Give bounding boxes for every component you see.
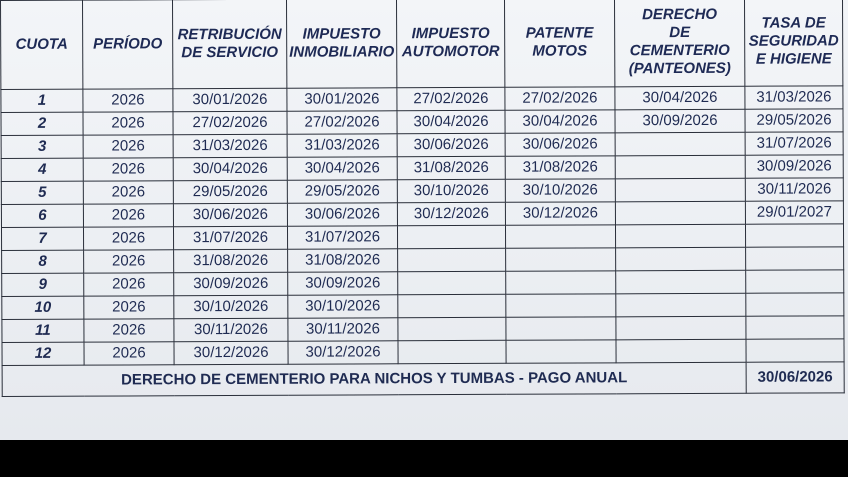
cell-cuota: 10 <box>2 296 84 319</box>
cell-automotor: 27/02/2026 <box>397 87 505 110</box>
header-seguridad-line1: TASA DE <box>761 14 826 32</box>
cell-periodo: 2026 <box>84 296 174 319</box>
cell-motos <box>505 225 615 248</box>
header-cementerio <box>614 0 744 87</box>
cell-motos: 30/04/2026 <box>505 110 615 133</box>
cell-motos: 30/12/2026 <box>505 202 615 225</box>
cell-cementerio: 30/09/2026 <box>615 109 745 133</box>
cell-seguridad <box>745 224 843 247</box>
cell-retribucion: 30/11/2026 <box>174 318 288 341</box>
cell-automotor: 30/04/2026 <box>397 110 505 133</box>
cell-seguridad: 31/07/2026 <box>745 132 843 155</box>
cell-retribucion: 31/03/2026 <box>173 134 287 157</box>
cell-inmobiliario: 30/04/2026 <box>287 157 397 180</box>
cell-seguridad: 31/03/2026 <box>745 86 843 109</box>
cell-cementerio <box>616 293 746 317</box>
cell-automotor: 30/06/2026 <box>397 133 505 156</box>
cell-cuota: 11 <box>2 319 84 342</box>
header-motos-line2: MOTOS <box>532 42 588 60</box>
cell-cuota: 12 <box>2 342 84 365</box>
cell-inmobiliario: 31/03/2026 <box>287 134 397 157</box>
cell-seguridad: 30/09/2026 <box>745 155 843 178</box>
header-inmobiliario-line1: IMPUESTO <box>302 25 381 43</box>
cell-automotor <box>398 248 506 271</box>
cell-cementerio <box>616 270 746 294</box>
cell-retribucion: 31/08/2026 <box>174 249 288 272</box>
header-motos-line1: PATENTE <box>525 24 594 42</box>
cell-inmobiliario: 30/12/2026 <box>288 341 398 364</box>
cell-inmobiliario: 30/10/2026 <box>288 295 398 318</box>
header-inmobiliario-line2: INMOBILIARIO <box>289 43 395 61</box>
cell-motos: 30/06/2026 <box>505 133 615 156</box>
cell-periodo: 2026 <box>83 89 173 112</box>
table-row <box>1 109 843 136</box>
footer-row <box>2 362 844 397</box>
header-cuota-label: CUOTA <box>15 35 68 53</box>
cell-cementerio <box>615 132 745 156</box>
cell-inmobiliario: 30/09/2026 <box>288 272 398 295</box>
cell-motos <box>506 340 616 363</box>
cell-cementerio <box>615 178 745 202</box>
cell-automotor: 31/08/2026 <box>397 156 505 179</box>
cell-cuota: 7 <box>1 227 83 250</box>
cell-cuota: 9 <box>2 273 84 296</box>
cell-periodo: 2026 <box>84 273 174 296</box>
cell-automotor <box>398 294 506 317</box>
header-retribucion <box>173 0 287 89</box>
table-header <box>1 0 843 89</box>
cell-motos <box>506 271 616 294</box>
cell-cementerio <box>615 224 745 248</box>
header-retribucion-line1: RETRIBUCIÓN <box>177 25 282 44</box>
header-motos <box>504 0 614 87</box>
cell-inmobiliario: 30/01/2026 <box>287 88 397 111</box>
header-automotor-line1: IMPUESTO <box>411 24 490 43</box>
table-body <box>1 86 844 366</box>
cell-cementerio <box>616 247 746 271</box>
cell-motos: 30/10/2026 <box>505 179 615 202</box>
footer-date: 30/06/2026 <box>746 362 844 393</box>
cell-retribucion: 30/10/2026 <box>174 295 288 318</box>
header-periodo-label: PERÍODO <box>93 35 163 53</box>
header-cuota <box>1 0 83 89</box>
cell-periodo: 2026 <box>84 319 174 342</box>
cell-retribucion: 30/12/2026 <box>174 341 288 364</box>
header-seguridad-line3: E HIGIENE <box>755 50 832 68</box>
header-automotor-line2: AUTOMOTOR <box>401 42 500 61</box>
cell-motos <box>506 317 616 340</box>
cell-retribucion: 31/07/2026 <box>173 226 287 249</box>
cell-retribucion: 29/05/2026 <box>173 180 287 203</box>
cell-cementerio <box>616 339 746 363</box>
cell-inmobiliario: 30/06/2026 <box>287 203 397 226</box>
cell-inmobiliario: 31/07/2026 <box>287 226 397 249</box>
cell-periodo: 2026 <box>83 227 173 250</box>
cell-cementerio <box>615 155 745 179</box>
cell-retribucion: 27/02/2026 <box>173 111 287 134</box>
cell-seguridad: 30/11/2026 <box>745 178 843 201</box>
header-periodo <box>83 0 173 89</box>
cell-motos: 27/02/2026 <box>505 87 615 110</box>
header-retribucion-line2: DE SERVICIO <box>181 43 279 62</box>
cell-retribucion: 30/01/2026 <box>173 88 287 111</box>
cell-cuota: 4 <box>1 158 83 181</box>
cell-inmobiliario: 30/11/2026 <box>288 318 398 341</box>
cell-seguridad: 29/01/2027 <box>745 201 843 224</box>
header-automotor <box>396 0 504 88</box>
cell-periodo: 2026 <box>84 250 174 273</box>
cell-inmobiliario: 31/08/2026 <box>288 249 398 272</box>
cell-retribucion: 30/04/2026 <box>173 157 287 180</box>
cell-motos <box>506 248 616 271</box>
cell-periodo: 2026 <box>83 158 173 181</box>
header-cementerio-line4: (PANTEONES) <box>628 59 731 78</box>
header-inmobiliario <box>286 0 396 88</box>
header-cementerio-line1: DERECHO <box>642 5 718 24</box>
cell-cuota: 6 <box>1 204 83 227</box>
cell-retribucion: 30/09/2026 <box>174 272 288 295</box>
header-seguridad <box>744 0 842 86</box>
cell-automotor <box>398 317 506 340</box>
cell-periodo: 2026 <box>83 135 173 158</box>
cell-cementerio <box>615 201 745 225</box>
cell-cementerio: 30/04/2026 <box>615 86 745 110</box>
cell-cuota: 8 <box>2 250 84 273</box>
cell-inmobiliario: 29/05/2026 <box>287 180 397 203</box>
header-seguridad-line2: SEGURIDAD <box>748 32 839 50</box>
cell-automotor <box>397 225 505 248</box>
cell-automotor <box>398 271 506 294</box>
cell-cuota: 3 <box>1 135 83 158</box>
cell-cuota: 1 <box>1 89 83 112</box>
header-row <box>1 0 843 89</box>
cell-seguridad <box>746 247 844 270</box>
cell-seguridad <box>746 293 844 316</box>
cell-periodo: 2026 <box>83 204 173 227</box>
cell-cementerio <box>616 316 746 340</box>
table-row <box>1 86 843 113</box>
cell-seguridad: 29/05/2026 <box>745 109 843 132</box>
cell-motos: 31/08/2026 <box>505 156 615 179</box>
cell-periodo: 2026 <box>83 181 173 204</box>
cell-cuota: 2 <box>1 112 83 135</box>
cell-automotor: 30/10/2026 <box>397 179 505 202</box>
cell-retribucion: 30/06/2026 <box>173 203 287 226</box>
cell-periodo: 2026 <box>84 342 174 365</box>
cell-seguridad <box>746 339 844 362</box>
black-bottom-band <box>0 440 848 477</box>
cell-periodo: 2026 <box>83 112 173 135</box>
cell-automotor <box>398 340 506 363</box>
cell-seguridad <box>746 316 844 339</box>
table-footer <box>2 362 844 397</box>
cell-inmobiliario: 27/02/2026 <box>287 111 397 134</box>
cell-seguridad <box>746 270 844 293</box>
footer-label: DERECHO DE CEMENTERIO PARA NICHOS Y TUMBAS - PAGO ANUAL <box>2 362 746 396</box>
cell-cuota: 5 <box>1 181 83 204</box>
cell-automotor: 30/12/2026 <box>397 202 505 225</box>
cell-motos <box>506 294 616 317</box>
header-cementerio-line3: CEMENTERIO <box>629 41 730 60</box>
header-cementerio-line2: DE <box>669 23 691 42</box>
